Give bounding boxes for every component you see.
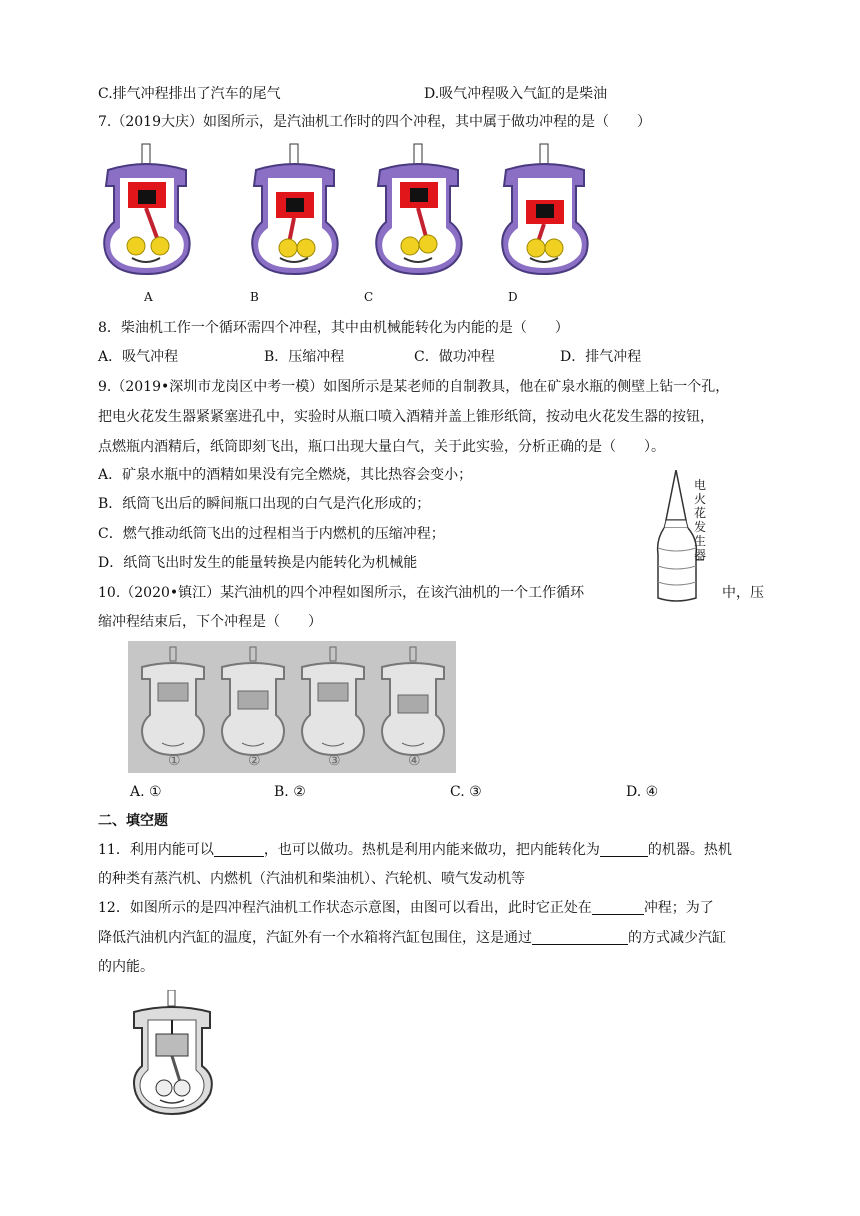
q7-engine-figure-a [98,142,196,276]
q7-engine-figure-c [370,142,468,276]
q6-option-c: C.排气冲程排出了汽车的尾气 [98,86,281,102]
q10-figure-label-4: ④ [408,753,421,769]
q10-option-b: B. ② [274,784,306,800]
q10-option-a: A. ① [130,784,162,800]
q12-line-2-a: 降低汽油机内汽缸的温度，汽缸外有一个水箱将汽缸包围住，这是通过 [98,930,532,946]
q10-stem-line-1: 10.（2020•镇江）某汽油机的四个冲程如图所示，在该汽油机的一个工作循环 [98,585,585,601]
q11-blank-2[interactable] [600,842,648,857]
q8-option-d: D．排气冲程 [560,349,642,365]
q9-stem-line-1: 9.（2019•深圳市龙岗区中考一模）如图所示是某老师的自制教具，他在矿泉水瓶的侧壁上钻一个孔， [98,379,730,395]
q8-option-a: A．吸气冲程 [98,349,179,365]
q9-stem-line-3: 点燃瓶内酒精后，纸筒即刻飞出，瓶口出现大量白气，关于此实验，分析正确的是（ ）。 [98,439,665,455]
q12-part-1: 12．如图所示的是四冲程汽油机工作状态示意图，由图可以看出，此时它正处在 [98,900,592,916]
q10-figure-label-1: ① [168,753,181,769]
q9-option-b: B．纸筒飞出后的瞬间瓶口出现的白气是汽化形成的； [98,496,431,512]
q12-line-2 [98,928,726,948]
q10-figure-label-2: ② [248,753,261,769]
q11-line-2: 的种类有蒸汽机、内燃机（汽油机和柴油机）、汽轮机、喷气发动机等 [98,871,525,887]
q8-option-c: C．做功冲程 [414,349,495,365]
q7-engine-figure-b [246,142,344,276]
q11-part-2: ，也可以做功。热机是利用内能来做功，把内能转化为 [263,842,600,858]
q9-option-a: A．矿泉水瓶中的酒精如果没有完全燃烧，其比热容会变小； [98,467,473,483]
q12-line-2-b: 的方式减少汽缸 [628,930,726,946]
q7-engine-figure-d [496,142,594,276]
q10-stem-line-2: 缩冲程结束后，下个冲程是（ ） [98,614,322,630]
q10-option-d: D. ④ [626,784,659,800]
q12-blank-2[interactable] [532,930,628,945]
q10-stem-line-1-tail: 中，压 [722,585,764,601]
q12-part-2: 冲程；为了 [643,900,714,916]
q12-line-3: 的内能。 [98,959,154,975]
q9-stem-line-2: 把电火花发生器紧紧塞进孔中，实验时从瓶口喷入酒精并盖上锥形纸筒，按动电火花发生器的按钮， [98,409,714,425]
q9-option-c: C．燃气推动纸筒飞出的过程相当于内燃机的压缩冲程； [98,526,445,542]
q11-part-1: 11．利用内能可以 [98,842,214,858]
q7-label-a: A [144,290,153,304]
q9-bottle-figure [646,470,722,604]
q8-stem: 8．柴油机工作一个循环需四个冲程，其中由机械能转化为内能的是（ ） [98,320,569,336]
q7-label-c: C [364,290,374,304]
q8-option-b: B．压缩冲程 [264,349,345,365]
q7-label-b: B [250,290,259,304]
q11-line-1 [98,840,732,860]
q12-blank-1[interactable] [592,900,644,915]
q12-line-1 [98,898,714,918]
q9-option-d: D．纸筒飞出时发生的能量转换是内能转化为机械能 [98,555,418,571]
q12-engine-figure [130,990,214,1118]
section-fill-in-title: 二、填空题 [98,813,168,829]
q10-figure-label-3: ③ [328,753,341,769]
q11-part-3: 的机器。热机 [647,842,732,858]
q6-option-d: D.吸气冲程吸入气缸的是柴油 [424,86,608,102]
q11-blank-1[interactable] [214,842,264,857]
q10-photo-figure [128,641,456,773]
q9-figure-label: 电火花发生器 [694,478,707,562]
q7-label-d: D [508,290,518,304]
q7-stem: 7.（2019大庆）如图所示，是汽油机工作时的四个冲程，其中属于做功冲程的是（ ） [98,114,651,130]
q10-option-c: C. ③ [450,784,482,800]
